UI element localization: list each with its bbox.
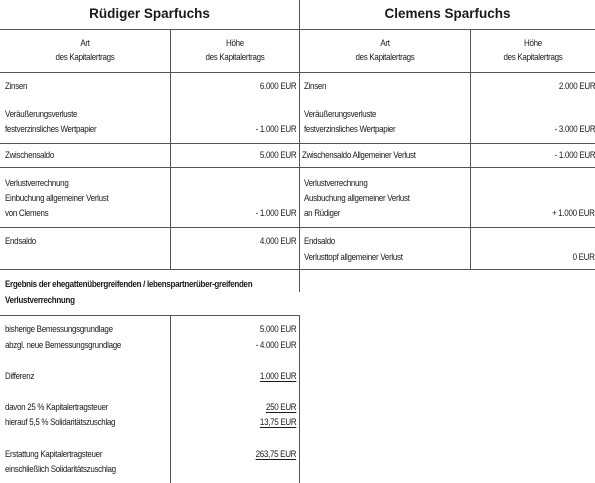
left-verlust-label-2: festverzinsliches Wertpapier (5, 124, 97, 134)
left-endsaldo-value: 4.000 EUR (259, 236, 296, 246)
rule-after-verlust (0, 143, 595, 144)
right-endsaldo-label-2: Verlusttopf allgemeiner Verlust (304, 252, 403, 262)
right-person-name: Clemens Sparfuchs (384, 6, 511, 21)
result-bisherige-value: 5.000 EUR (259, 324, 296, 334)
left-zinsen-label: Zinsen (5, 81, 28, 91)
rule-after-verrechnung (0, 227, 595, 228)
right-verrechnung-label-3: an Rüdiger (304, 208, 341, 218)
colhead-rule (0, 72, 595, 73)
left-endsaldo-label: Endsaldo (5, 236, 36, 246)
right-col-art-2: des Kapitalertrags (355, 52, 415, 62)
left-person-name: Rüdiger Sparfuchs (89, 6, 210, 21)
right-endsaldo-label-1: Endsaldo (304, 236, 335, 246)
right-col-divider (470, 29, 471, 269)
right-col-hoehe-2: des Kapitalertrags (503, 52, 563, 62)
right-zwischensaldo-value: - 1.000 EUR (554, 150, 595, 160)
left-verrechnung-value: - 1.000 EUR (255, 208, 296, 218)
right-col-hoehe-1: Höhe (524, 38, 542, 48)
right-verrechnung-label-2: Ausbuchung allgemeiner Verlust (304, 193, 410, 203)
result-neue-value: - 4.000 EUR (255, 340, 296, 350)
result-soli-label: hierauf 5,5 % Solidaritätszuschlag (5, 417, 116, 427)
left-zinsen-value: 6.000 EUR (259, 81, 296, 91)
result-title-1: Ergebnis der ehegattenübergreifenden / lebenspartnerüber-greifenden (5, 279, 253, 289)
result-differenz-value: 1.000 EUR (259, 371, 296, 381)
right-zinsen-label: Zinsen (304, 81, 327, 91)
left-col-divider-top (170, 29, 171, 269)
result-bisherige-label: bisherige Bemessungsgrundlage (5, 324, 113, 334)
result-erstattung-value: 263,75 EUR (255, 449, 296, 459)
bottom-left-divider (299, 315, 300, 483)
result-kest-label: davon 25 % Kapitalertragsteuer (5, 402, 108, 412)
right-verlust-label-1: Veräußerungsverluste (304, 109, 377, 119)
left-col-hoehe-2: des Kapitalertrags (205, 52, 265, 62)
rule-after-zwischensaldo (0, 167, 595, 168)
result-title-2: Verlustverrechnung (5, 295, 75, 305)
result-erstattung-label-1: Erstattung Kapitalertragsteuer (5, 449, 103, 459)
right-zwischensaldo-label: Zwischensaldo Allgemeiner Verlust (302, 150, 416, 160)
right-verlust-value: - 3.000 EUR (554, 124, 595, 134)
right-zinsen-value: 2.000 EUR (558, 81, 595, 91)
right-endsaldo-value: 0 EUR (572, 252, 595, 262)
left-zwischensaldo-label: Zwischensaldo (5, 150, 54, 160)
left-verrechnung-label-3: von Clemens (5, 208, 49, 218)
rule-after-result-title (0, 315, 300, 316)
left-verrechnung-label-2: Einbuchung allgemeiner Verlust (5, 193, 109, 203)
result-kest-value: 250 EUR (265, 402, 296, 412)
left-col-hoehe-1: Höhe (226, 38, 244, 48)
header-rule (0, 29, 595, 30)
left-verrechnung-label-1: Verlustverrechnung (5, 178, 69, 188)
left-col-art-1: Art (80, 38, 90, 48)
center-divider (299, 0, 300, 292)
left-verlust-label-1: Veräußerungsverluste (5, 109, 78, 119)
result-soli-value: 13,75 EUR (259, 417, 296, 427)
result-differenz-label: Differenz (5, 371, 35, 381)
left-col-art-2: des Kapitalertrags (55, 52, 115, 62)
left-zwischensaldo-value: 5.000 EUR (259, 150, 296, 160)
result-neue-label: abzgl. neue Bemessungsgrundlage (5, 340, 122, 350)
left-verlust-value: - 1.000 EUR (255, 124, 296, 134)
right-col-art-1: Art (380, 38, 390, 48)
right-verlust-label-2: festverzinsliches Wertpapier (304, 124, 396, 134)
right-verrechnung-label-1: Verlustverrechnung (304, 178, 368, 188)
right-verrechnung-value: + 1.000 EUR (552, 208, 595, 218)
result-erstattung-label-2: einschließlich Solidaritätszuschlag (5, 464, 116, 474)
left-col-divider-bottom (170, 315, 171, 483)
rule-after-endsaldo (0, 269, 595, 270)
